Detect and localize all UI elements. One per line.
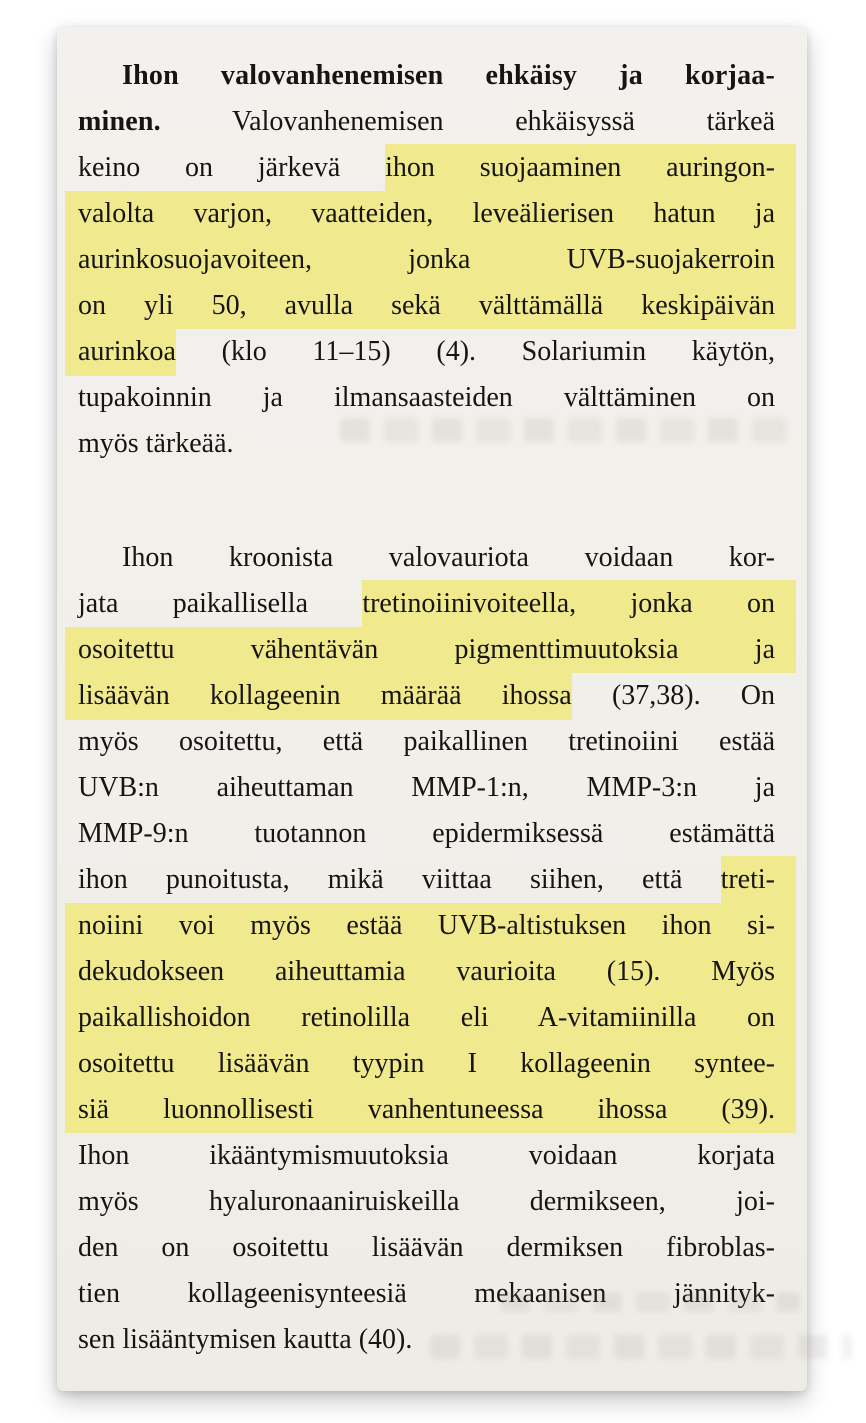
body-text: Valovanhenemisen ehkäisyssä tärkeä <box>160 106 775 137</box>
text-line <box>65 237 796 283</box>
body-text: myös tärkeää. <box>78 428 234 459</box>
text-line <box>78 673 775 719</box>
text-line <box>78 535 775 581</box>
text-line <box>65 949 796 995</box>
text-line <box>78 581 775 627</box>
text-line <box>65 191 796 237</box>
text-line <box>78 765 775 811</box>
book-page <box>57 27 807 1391</box>
bleed-through-smudge <box>430 1335 852 1359</box>
bleed-through-smudge <box>340 418 795 442</box>
highlighted-text: osoitettu vähentävän pigmenttimuutoksia ja <box>78 634 775 665</box>
heading-text: Ihon valovanhenemisen ehkäisy ja korjaa- <box>122 60 775 91</box>
text-line <box>65 1041 796 1087</box>
body-text: (37,38). On <box>571 680 775 711</box>
highlighted-text: lisäävän kollageenin määrää ihossa <box>65 672 572 720</box>
text-line <box>78 811 775 857</box>
body-text: keino on järkevä <box>78 152 386 183</box>
highlighted-text: dekudokseen aiheuttamia vaurioita (15). Myös <box>78 956 775 987</box>
body-text: Ihon kroonista valovauriota voidaan kor- <box>122 542 775 573</box>
text-line <box>78 719 775 765</box>
text-line <box>78 375 775 421</box>
text-line <box>65 903 796 949</box>
highlighted-text: paikallishoidon retinolilla eli A-vitamiinilla on <box>78 1002 775 1033</box>
paragraph-repair <box>78 535 775 1363</box>
text-line <box>78 145 775 191</box>
highlighted-text: aurinkosuojavoiteen, jonka UVB-suojakerroin <box>78 244 775 275</box>
body-text: Ihon ikääntymismuutoksia voidaan korjata <box>78 1140 775 1171</box>
highlighted-text: tretinoiinivoiteella, jonka on <box>362 580 796 628</box>
text-line <box>65 1087 796 1133</box>
text-line <box>78 1133 775 1179</box>
text-line <box>78 1225 775 1271</box>
body-text: ihon punoitusta, mikä viittaa siihen, että <box>78 864 721 895</box>
text-line <box>78 1179 775 1225</box>
body-text: tupakoinnin ja ilmansaasteiden välttäminen on <box>78 382 775 413</box>
text-line <box>65 995 796 1041</box>
text-line <box>78 857 775 903</box>
body-text: MMP-9:n tuotannon epidermiksessä estämättä <box>78 818 775 849</box>
body-text: tien kollageenisynteesiä mekaanisen jännityk- <box>78 1278 775 1309</box>
highlighted-text: noiini voi myös estää UVB-altistuksen ihon si- <box>78 910 775 941</box>
highlighted-text: siä luonnollisesti vanhentuneessa ihossa (39). <box>78 1094 775 1125</box>
body-text: sen lisääntymisen kautta (40). <box>78 1324 413 1355</box>
heading-text: minen. <box>78 106 161 137</box>
body-text: (klo 11–15) (4). Solariumin käytön, <box>175 336 775 367</box>
highlighted-text: on yli 50, avulla sekä välttämällä keskipäivän <box>78 290 775 321</box>
text-line <box>65 627 796 673</box>
page-text <box>78 53 775 1363</box>
paragraph-prevention <box>78 53 775 467</box>
highlighted-text: osoitettu lisäävän tyypin I kollageenin syntee- <box>78 1048 775 1079</box>
text-line <box>78 53 775 99</box>
highlighted-text: valolta varjon, vaatteiden, leveälierisen hatun ja <box>78 198 775 229</box>
highlighted-text: aurinkoa <box>65 328 176 376</box>
body-text: jata paikallisella <box>78 588 363 619</box>
text-line <box>78 99 775 145</box>
text-line <box>78 329 775 375</box>
body-text: myös osoitettu, että paikallinen tretinoiini estää <box>78 726 775 757</box>
body-text: den on osoitettu lisäävän dermiksen fibroblas- <box>78 1232 775 1263</box>
highlighted-text: treti- <box>721 856 796 904</box>
highlighted-text: ihon suojaaminen auringon- <box>385 144 796 192</box>
bleed-through-smudge <box>500 1292 800 1312</box>
body-text: myös hyaluronaaniruiskeilla dermikseen, joi- <box>78 1186 775 1217</box>
text-line <box>65 283 796 329</box>
body-text: UVB:n aiheuttaman MMP-1:n, MMP-3:n ja <box>78 772 775 803</box>
